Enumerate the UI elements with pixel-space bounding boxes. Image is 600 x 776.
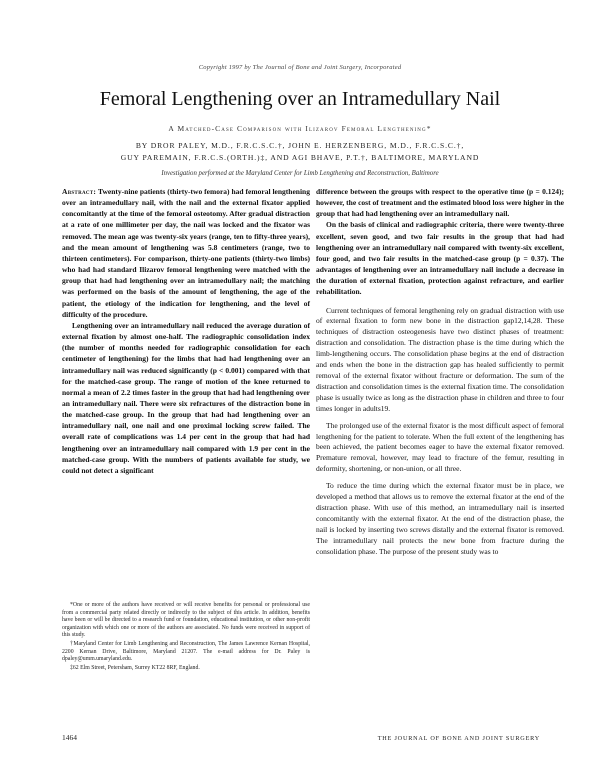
journal-name: THE JOURNAL OF BONE AND JOINT SURGERY (377, 735, 540, 742)
footnote: †Maryland Center for Limb Lengthening and Reconstruction, The James Lawrence Kernan Hospital, 2200 Kernan Drive, Baltimore, Maryland 21207. The e-mail address for Dr. Paley is dpaley@umm.umaryland.edu. (62, 640, 310, 663)
body-paragraph: To reduce the time during which the external fixator must be in place, we developed a method that allows us to remove the external fixator at the end of the distraction phase. With use of this method, an intramedullary nail is inserted concomitantly with the external fixator. At the end of the distraction phase, the nail is locked by inserting two screws distally and the external fixator is removed. The intramedullary nail protects the new bone from fracture during the consolidation phase. The purpose of the present study was to (316, 481, 564, 556)
abstract-text: Twenty-nine patients (thirty-two femora) had femoral lengthening over an intramedullary nail, with the nail and the external fixator applied concomitantly at the time of the femoral osteotomy. After gradual distraction at a rate of one millimeter per day, the nail was locked and the fixator was removed. The mean age was twenty-six years (range, ten to fifty-three years), and the mean amount of lengthening was 5.8 centimeters (range, two to thirteen centimeters). For comparison, thirty-one patients (thirty-two limbs) who had had standard Ilizarov femoral lengthening were matched with the group that had had lengthening over an intramedullary nail; the matching was performed on the basis of the amount of lengthening, the age of the patient, the etiology of the indication for lengthening, and the level of difficulty of the procedure. (62, 187, 310, 319)
body-text (316, 306, 564, 558)
footnotes (62, 602, 310, 672)
author-line: GUY PAREMAIN, F.R.C.S.(ORTH.)‡, AND AGI BHAVE, P.T.†, BALTIMORE, MARYLAND (120, 152, 480, 162)
footnote: *One or more of the authors have received or will receive benefits for personal or professional use from a commercial party related directly or indirectly to the subject of this article. In addition, benefits have been or will be directed to a research fund or foundation, educational institution, or other non-profit organization with which one or more of the authors are associated. No funds were received in support of this study. (62, 602, 310, 639)
abstract-continued (316, 186, 564, 298)
article-subtitle: A Matched-Case Comparison with Ilizarov Femoral Lengthening* (168, 124, 432, 133)
abstract (62, 186, 310, 476)
body-paragraph: The prolonged use of the external fixator is the most difficult aspect of femoral lengthening for the patient to tolerate. When the full extent of the lengthening has been achieved, the patient becomes eager to have the external fixator removed. Premature removal, however, may lead to fracture of the femur, resulting in deformity, shortening, or non-union, or all three. (316, 420, 564, 474)
footnote: ‡62 Elm Street, Petersham, Surrey KT22 8RF, England. (70, 664, 200, 671)
left-column (62, 186, 310, 476)
abstract-paragraph (62, 186, 310, 320)
author-list (0, 140, 600, 163)
abstract-paragraph: Lengthening over an intramedullary nail reduced the average duration of external fixation by almost one-half. The radiographic consolidation index (the number of months needed for radiographic consolidation for each centimeter of lengthening) for the limbs that had had lengthening over an intramedullary nail was reduced significantly (p < 0.001) compared with that for the matched-case group. The range of motion of the knee returned to normal a mean of 2.2 times faster in the group that had had lengthening over an intramedullary nail. There were six refractures of the distraction bone in the matched-case group. In the group that had had lengthening over an intramedullary nail, one nail and one proximal locking screw failed. The overall rate of complications was 1.4 per cent in the group that had had lengthening over an intramedullary nail compared with 1.9 per cent in the matched-case group. With the numbers of patients available for study, we could not detect a significant (62, 320, 310, 475)
copyright-line: Copyright 1997 by The Journal of Bone and Joint Surgery, Incorporated (198, 64, 402, 71)
abstract-paragraph: difference between the groups with respect to the operative time (p = 0.124); however, the cost of treatment and the estimated blood loss were higher in the group that had had lengthening over an intramedullary nail. (316, 187, 564, 219)
article-title: Femoral Lengthening over an Intramedullary Nail (99, 88, 501, 110)
institution-note: Investigation performed at the Maryland Center for Limb Lengthening and Reconstruction, Baltimore (161, 170, 439, 177)
author-line: BY DROR PALEY, M.D., F.R.C.S.C.†, JOHN E. HERZENBERG, M.D., F.R.C.S.C.†, (135, 141, 465, 150)
abstract-paragraph: On the basis of clinical and radiographic criteria, there were twenty-three excellent, seven good, and two fair results in the group that had had lengthening over an intramedullary nail compared with twenty-six excellent, four good, and two fair results in the matched-case group (p = 0.37). The advantages of lengthening over an intramedullary nail include a decrease in the duration of external fixation, protection against refracture, and earlier rehabilitation. (316, 220, 564, 297)
body-paragraph: Current techniques of femoral lengthening rely on gradual distraction with use of external fixation to form new bone in the distraction gap12,14,28. These techniques of distraction osteogenesis have two distinct phases of treatment: distraction and consolidation. The distraction phase is the time during which the limb-lengthening occurs. The consolidation phase begins at the end of distraction and ends when the bone in the distraction gap has healed sufficiently to permit removal of the external fixator without fracture or deformation. The sum of the distraction and consolidation times is the external fixation time. The consolidation phase is usually twice as long as the distraction phase in children and three to four times longer in adults19. (316, 305, 564, 413)
page-number: 1464 (62, 733, 77, 742)
abstract-label: Abstract: (62, 187, 97, 196)
right-column (316, 186, 564, 558)
